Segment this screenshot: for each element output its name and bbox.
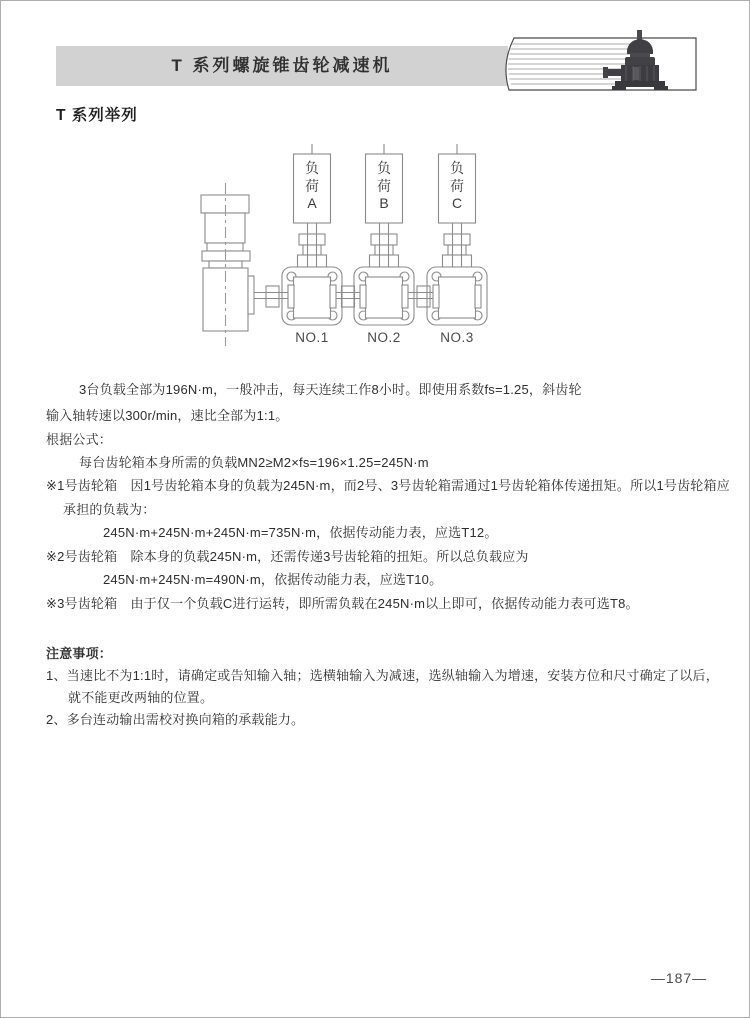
gearbox3-note: ※3号齿轮箱 由于仅一个负载C进行运转，即所需负载在245N·m以上即可，依据传动能力表可选T8。 [46, 596, 639, 611]
notes-line: 1、当速比不为1:1时，请确定或告知输入轴；选横轴输入为减速，选纵轴输入为增速，安装方位和尺寸确定了以后， [46, 668, 719, 683]
page-number: —187— [650, 970, 708, 986]
formula-line: 245N·m+245N·m=490N·m，依据传动能力表，应选T10。 [103, 572, 443, 587]
gear-train-diagram [151, 141, 541, 351]
load-c-label: 负荷C [450, 160, 464, 211]
load-b-label: 负荷B [377, 160, 391, 211]
notes-title: 注意事项： [46, 646, 113, 661]
motor-drawing [201, 183, 254, 346]
logo-box [506, 38, 696, 90]
body-line: 3台负载全部为196N·m，一般冲击，每天连续工作8小时。即使用系数fs=1.25，斜齿轮 [79, 382, 582, 397]
load-a-label: 负荷A [305, 160, 319, 211]
formula-line: 245N·m+245N·m+245N·m=735N·m，依据传动能力表，应选T12。 [103, 525, 498, 540]
gearbox1-note: ※1号齿轮箱 因1号齿轮箱本身的负载为245N·m，而2号、3号齿轮箱需通过1号齿轮箱体传递扭矩。所以1号齿轮箱应 [46, 478, 730, 493]
gearbox1-note: 承担的负载为： [63, 502, 156, 517]
gearbox-2-label: NO.2 [367, 330, 401, 345]
header-banner [56, 46, 508, 86]
gearbox2-note: ※2号齿轮箱 除本身的负载245N·m，还需传递3号齿轮箱的扭矩。所以总负载应为 [46, 549, 529, 564]
header-logo [498, 27, 698, 93]
gearbox-1-label: NO.1 [295, 330, 329, 345]
notes-line: 2、多台连动输出需校对换向箱的承载能力。 [46, 712, 305, 727]
section-title: T 系列举列 [56, 107, 138, 124]
notes-line: 就不能更改两轴的位置。 [68, 690, 214, 705]
page-title: T 系列螺旋锥齿轮减速机 [171, 56, 393, 75]
body-line: 输入轴转速以300r/min，速比全部为1:1。 [46, 408, 289, 423]
body-line: 根据公式： [46, 432, 113, 447]
formula-line: 每台齿轮箱本身所需的负载MN2≥M2×fs=196×1.25=245N·m [79, 455, 429, 470]
gearbox-3-label: NO.3 [440, 330, 474, 345]
